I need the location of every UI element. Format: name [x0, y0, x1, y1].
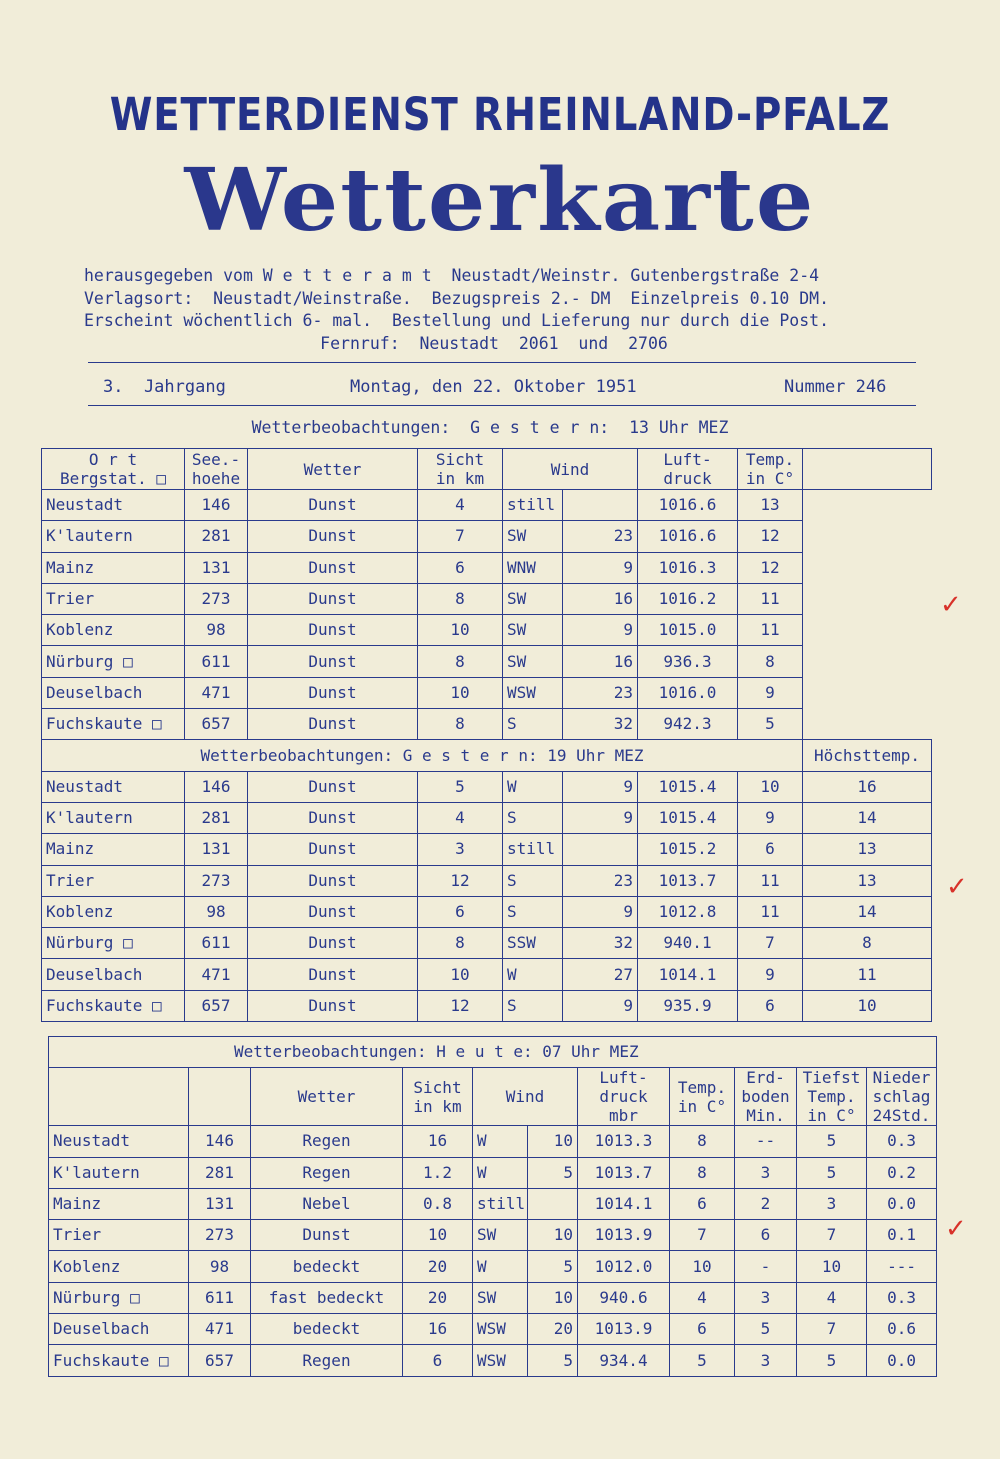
weather-condition: Dunst: [248, 834, 418, 865]
observations-today-table: [48, 1036, 937, 1377]
visibility-value: 10: [418, 677, 503, 708]
wind-speed: 16: [563, 646, 638, 677]
station-height: 611: [185, 646, 248, 677]
station-name: Neustadt: [49, 1126, 189, 1157]
pressure-value: 1014.1: [578, 1188, 670, 1219]
temperature-value: 9: [738, 677, 803, 708]
table-row: [42, 865, 932, 896]
min-temperature-value: 7: [797, 1220, 867, 1251]
min-temperature-value: 4: [797, 1282, 867, 1313]
weather-condition: Dunst: [248, 583, 418, 614]
station-name: Fuchskaute □: [42, 990, 185, 1021]
station-height: 131: [189, 1188, 251, 1219]
station-name: Mainz: [42, 552, 185, 583]
temperature-value: 7: [670, 1220, 735, 1251]
wind-speed: 23: [563, 677, 638, 708]
precipitation-value: 0.0: [867, 1188, 937, 1219]
station-name: Neustadt: [42, 490, 185, 521]
imprint-line: Erscheint wöchentlich 6- mal. Bestellung und Lieferung nur durch die Post.: [84, 311, 830, 330]
station-height: 657: [189, 1345, 251, 1376]
station-height: 281: [185, 521, 248, 552]
table-row: [49, 1282, 937, 1313]
station-height: 98: [189, 1251, 251, 1282]
header-ort: [49, 1068, 189, 1126]
table-row: [49, 1126, 937, 1157]
table-row: [49, 1157, 937, 1188]
visibility-value: 4: [418, 802, 503, 833]
observations-yesterday-table: [41, 448, 932, 1022]
divider: [88, 405, 916, 406]
table-row: [49, 1188, 937, 1219]
temperature-value: 10: [670, 1251, 735, 1282]
visibility-value: 20: [403, 1282, 473, 1313]
table-row: [42, 959, 932, 990]
temperature-value: 11: [738, 615, 803, 646]
visibility-value: 3: [418, 834, 503, 865]
wind-speed: 9: [563, 771, 638, 802]
visibility-value: 8: [418, 709, 503, 740]
min-temperature-value: 5: [797, 1126, 867, 1157]
wind-speed: 10: [528, 1220, 578, 1251]
weather-condition: Dunst: [248, 615, 418, 646]
header-tiefst: Tiefst Temp. in C°: [797, 1068, 867, 1126]
ground-min-value: 3: [735, 1345, 797, 1376]
precipitation-value: 0.3: [867, 1126, 937, 1157]
max-temperature-value: 8: [803, 928, 932, 959]
temperature-value: 6: [670, 1188, 735, 1219]
table-row: [42, 490, 932, 521]
max-temperature-value: 14: [803, 896, 932, 927]
wind-direction: SW: [473, 1282, 528, 1313]
wind-direction: still: [503, 834, 563, 865]
wind-direction: S: [503, 802, 563, 833]
table-row: [42, 771, 932, 802]
table-row: [42, 990, 932, 1021]
temperature-value: 10: [738, 771, 803, 802]
wind-speed: 32: [563, 709, 638, 740]
station-height: 611: [189, 1282, 251, 1313]
min-temperature-value: 10: [797, 1251, 867, 1282]
wind-speed: 10: [528, 1282, 578, 1313]
header-erdboden: Erd- boden Min.: [735, 1068, 797, 1126]
weather-condition: bedeckt: [251, 1314, 403, 1345]
table-row: [42, 552, 932, 583]
pressure-value: 940.6: [578, 1282, 670, 1313]
wind-speed: [563, 834, 638, 865]
max-temperature-value: 10: [803, 990, 932, 1021]
visibility-value: 20: [403, 1251, 473, 1282]
visibility-value: 8: [418, 928, 503, 959]
wind-speed: 9: [563, 896, 638, 927]
station-height: 131: [185, 552, 248, 583]
pressure-value: 1015.4: [638, 771, 738, 802]
weather-condition: bedeckt: [251, 1251, 403, 1282]
divider: [88, 362, 916, 363]
station-name: K'lautern: [49, 1157, 189, 1188]
wind-direction: SW: [503, 646, 563, 677]
table-row: [42, 583, 932, 614]
wind-direction: S: [503, 896, 563, 927]
wind-direction: W: [473, 1157, 528, 1188]
table-row: [42, 928, 932, 959]
station-name: Nürburg □: [42, 646, 185, 677]
visibility-value: 16: [403, 1126, 473, 1157]
ground-min-value: 3: [735, 1282, 797, 1313]
visibility-value: 8: [418, 583, 503, 614]
station-height: 281: [189, 1157, 251, 1188]
station-height: 273: [189, 1220, 251, 1251]
wind-speed: 9: [563, 552, 638, 583]
volume-label: 3. Jahrgang: [103, 377, 226, 397]
station-name: Nürburg □: [49, 1282, 189, 1313]
station-height: 146: [185, 771, 248, 802]
visibility-value: 6: [418, 896, 503, 927]
wind-speed: 5: [528, 1157, 578, 1188]
wind-direction: SW: [503, 615, 563, 646]
wind-speed: 32: [563, 928, 638, 959]
wind-direction: SW: [503, 521, 563, 552]
wind-direction: SW: [473, 1220, 528, 1251]
pressure-value: 1016.6: [638, 490, 738, 521]
station-name: Deuselbach: [42, 959, 185, 990]
station-height: 471: [189, 1314, 251, 1345]
temperature-value: 8: [738, 646, 803, 677]
visibility-value: 10: [418, 615, 503, 646]
header-sicht: Sicht in km: [418, 449, 503, 490]
visibility-value: 0.8: [403, 1188, 473, 1219]
weather-condition: Dunst: [248, 802, 418, 833]
wind-direction: WSW: [503, 677, 563, 708]
pressure-value: 1013.3: [578, 1126, 670, 1157]
station-name: Koblenz: [42, 615, 185, 646]
header-sicht: Sicht in km: [403, 1068, 473, 1126]
ground-min-value: 3: [735, 1157, 797, 1188]
weather-condition: Dunst: [248, 490, 418, 521]
weather-condition: Regen: [251, 1126, 403, 1157]
station-name: Mainz: [42, 834, 185, 865]
pressure-value: 1014.1: [638, 959, 738, 990]
visibility-value: 12: [418, 990, 503, 1021]
pressure-value: 1015.2: [638, 834, 738, 865]
organization-heading: WETTERDIENST RHEINLAND-PFALZ: [109, 88, 891, 141]
station-name: Koblenz: [49, 1251, 189, 1282]
temperature-value: 5: [670, 1345, 735, 1376]
visibility-value: 8: [418, 646, 503, 677]
weather-condition: Dunst: [248, 896, 418, 927]
station-height: 657: [185, 990, 248, 1021]
ground-min-value: -: [735, 1251, 797, 1282]
temperature-value: 9: [738, 802, 803, 833]
wind-direction: still: [473, 1188, 528, 1219]
pressure-value: 1015.4: [638, 802, 738, 833]
station-name: Deuselbach: [42, 677, 185, 708]
max-temperature-value: 16: [803, 771, 932, 802]
temperature-value: 7: [738, 928, 803, 959]
wind-direction: S: [503, 990, 563, 1021]
visibility-value: 5: [418, 771, 503, 802]
pressure-value: 1013.9: [578, 1220, 670, 1251]
station-name: Fuchskaute □: [49, 1345, 189, 1376]
temperature-value: 9: [738, 959, 803, 990]
pressure-value: 1016.0: [638, 677, 738, 708]
check-mark-icon: ✓: [945, 1214, 967, 1244]
station-height: 471: [185, 959, 248, 990]
temperature-value: 12: [738, 552, 803, 583]
station-height: 98: [185, 615, 248, 646]
temperature-value: 13: [738, 490, 803, 521]
station-height: 471: [185, 677, 248, 708]
weather-condition: Dunst: [248, 990, 418, 1021]
phone-line: Fernruf: Neustadt 2061 und 2706: [320, 333, 668, 353]
precipitation-value: 0.3: [867, 1282, 937, 1313]
station-name: Fuchskaute □: [42, 709, 185, 740]
station-name: Nürburg □: [42, 928, 185, 959]
table-row: [42, 896, 932, 927]
header-wetter: Wetter: [251, 1068, 403, 1126]
page-title: Wetterkarte: [184, 150, 816, 251]
header-hoehe: See.- hoehe: [185, 449, 248, 490]
station-name: Mainz: [49, 1188, 189, 1219]
header-hoehe: [189, 1068, 251, 1126]
weather-condition: Regen: [251, 1345, 403, 1376]
header-luftdruck: Luft- druck mbr: [578, 1068, 670, 1126]
station-name: K'lautern: [42, 802, 185, 833]
table-row: [42, 615, 932, 646]
table-row: [49, 1314, 937, 1345]
section3-caption: Wetterbeobachtungen: H e u t e: 07 Uhr MEZ: [49, 1037, 937, 1068]
temperature-value: 5: [738, 709, 803, 740]
ground-min-value: 6: [735, 1220, 797, 1251]
precipitation-value: 0.6: [867, 1314, 937, 1345]
visibility-value: 7: [418, 521, 503, 552]
table-row: [49, 1220, 937, 1251]
weather-condition: Dunst: [248, 521, 418, 552]
max-temperature-value: 11: [803, 959, 932, 990]
wind-speed: 27: [563, 959, 638, 990]
weather-condition: Dunst: [248, 709, 418, 740]
min-temperature-value: 7: [797, 1314, 867, 1345]
temperature-value: 11: [738, 865, 803, 896]
min-temperature-value: 5: [797, 1345, 867, 1376]
table-row: [42, 646, 932, 677]
temperature-value: 11: [738, 583, 803, 614]
pressure-value: 1012.8: [638, 896, 738, 927]
empty-column: [803, 449, 932, 490]
header-temp: Temp. in C°: [738, 449, 803, 490]
station-height: 131: [185, 834, 248, 865]
weather-condition: Dunst: [248, 959, 418, 990]
check-mark-icon: ✓: [940, 590, 962, 620]
station-name: Deuselbach: [49, 1314, 189, 1345]
header-niederschlag: Nieder schlag 24Std.: [867, 1068, 937, 1126]
pressure-value: 1013.9: [578, 1314, 670, 1345]
station-height: 146: [185, 490, 248, 521]
imprint-line: herausgegeben vom W e t t e r a m t Neustadt/Weinstr. Gutenbergstraße 2-4: [84, 266, 820, 285]
max-temperature-value: 14: [803, 802, 932, 833]
visibility-value: 6: [418, 552, 503, 583]
header-wind: Wind: [503, 449, 638, 490]
wind-direction: SW: [503, 583, 563, 614]
pressure-value: 1012.0: [578, 1251, 670, 1282]
visibility-value: 12: [418, 865, 503, 896]
temperature-value: 8: [670, 1157, 735, 1188]
weather-condition: Regen: [251, 1157, 403, 1188]
station-height: 98: [185, 896, 248, 927]
section2-caption: Wetterbeobachtungen: G e s t e r n: 19 Uhr MEZ: [42, 740, 803, 771]
wind-direction: SSW: [503, 928, 563, 959]
pressure-value: 935.9: [638, 990, 738, 1021]
visibility-value: 1.2: [403, 1157, 473, 1188]
table-row: [42, 834, 932, 865]
weather-condition: Dunst: [251, 1220, 403, 1251]
wind-direction: WSW: [473, 1345, 528, 1376]
precipitation-value: 0.0: [867, 1345, 937, 1376]
station-height: 611: [185, 928, 248, 959]
wind-speed: 5: [528, 1251, 578, 1282]
station-height: 281: [185, 802, 248, 833]
weather-condition: fast bedeckt: [251, 1282, 403, 1313]
wind-speed: 9: [563, 990, 638, 1021]
temperature-value: 6: [670, 1314, 735, 1345]
wind-speed: 9: [563, 615, 638, 646]
header-max-temp: Höchsttemp.: [803, 740, 932, 771]
precipitation-value: ---: [867, 1251, 937, 1282]
station-name: K'lautern: [42, 521, 185, 552]
table-row: [49, 1345, 937, 1376]
wind-direction: W: [473, 1126, 528, 1157]
weather-condition: Nebel: [251, 1188, 403, 1219]
header-wind: Wind: [473, 1068, 578, 1126]
wind-speed: 20: [528, 1314, 578, 1345]
visibility-value: 10: [418, 959, 503, 990]
precipitation-value: 0.1: [867, 1220, 937, 1251]
visibility-value: 6: [403, 1345, 473, 1376]
wind-direction: S: [503, 709, 563, 740]
station-height: 273: [185, 865, 248, 896]
table-row: [49, 1251, 937, 1282]
wind-speed: 10: [528, 1126, 578, 1157]
table-row: [42, 677, 932, 708]
wind-speed: 23: [563, 521, 638, 552]
pressure-value: 942.3: [638, 709, 738, 740]
pressure-value: 940.1: [638, 928, 738, 959]
station-name: Neustadt: [42, 771, 185, 802]
header-luftdruck: Luft- druck: [638, 449, 738, 490]
min-temperature-value: 5: [797, 1157, 867, 1188]
wind-direction: W: [473, 1251, 528, 1282]
temperature-value: 6: [738, 834, 803, 865]
station-name: Trier: [42, 583, 185, 614]
station-height: 146: [189, 1126, 251, 1157]
pressure-value: 1016.2: [638, 583, 738, 614]
weather-condition: Dunst: [248, 552, 418, 583]
pressure-value: 1015.0: [638, 615, 738, 646]
wind-direction: W: [503, 771, 563, 802]
ground-min-value: --: [735, 1126, 797, 1157]
wind-speed: [528, 1188, 578, 1219]
visibility-value: 10: [403, 1220, 473, 1251]
weather-condition: Dunst: [248, 677, 418, 708]
wind-speed: 16: [563, 583, 638, 614]
header-ort: O r t Bergstat. □: [42, 449, 185, 490]
section1-caption: Wetterbeobachtungen: G e s t e r n: 13 Uhr MEZ: [251, 418, 729, 437]
table-row: [42, 802, 932, 833]
wind-direction: WNW: [503, 552, 563, 583]
check-mark-icon: ✓: [946, 872, 968, 902]
temperature-value: 4: [670, 1282, 735, 1313]
pressure-value: 936.3: [638, 646, 738, 677]
weather-condition: Dunst: [248, 771, 418, 802]
station-name: Trier: [49, 1220, 189, 1251]
header-temp: Temp. in C°: [670, 1068, 735, 1126]
pressure-value: 1013.7: [638, 865, 738, 896]
header-wetter: Wetter: [248, 449, 418, 490]
temperature-value: 11: [738, 896, 803, 927]
station-height: 273: [185, 583, 248, 614]
min-temperature-value: 3: [797, 1188, 867, 1219]
ground-min-value: 5: [735, 1314, 797, 1345]
pressure-value: 934.4: [578, 1345, 670, 1376]
imprint-line: Verlagsort: Neustadt/Weinstraße. Bezugspreis 2.- DM Einzelpreis 0.10 DM.: [84, 288, 830, 308]
imprint-block: [84, 265, 924, 355]
table-row: [42, 521, 932, 552]
temperature-value: 8: [670, 1126, 735, 1157]
pressure-value: 1013.7: [578, 1157, 670, 1188]
weather-condition: Dunst: [248, 646, 418, 677]
wind-speed: 9: [563, 802, 638, 833]
wind-speed: 5: [528, 1345, 578, 1376]
max-temperature-value: 13: [803, 834, 932, 865]
wind-direction: still: [503, 490, 563, 521]
wind-direction: S: [503, 865, 563, 896]
station-name: Trier: [42, 865, 185, 896]
visibility-value: 4: [418, 490, 503, 521]
station-height: 657: [185, 709, 248, 740]
issue-date: Montag, den 22. Oktober 1951: [350, 377, 637, 397]
ground-min-value: 2: [735, 1188, 797, 1219]
max-temperature-value: 13: [803, 865, 932, 896]
visibility-value: 16: [403, 1314, 473, 1345]
table-row: [42, 709, 932, 740]
pressure-value: 1016.6: [638, 521, 738, 552]
temperature-value: 12: [738, 521, 803, 552]
wind-direction: W: [503, 959, 563, 990]
wind-speed: [563, 490, 638, 521]
wind-direction: WSW: [473, 1314, 528, 1345]
station-name: Koblenz: [42, 896, 185, 927]
wind-speed: 23: [563, 865, 638, 896]
precipitation-value: 0.2: [867, 1157, 937, 1188]
pressure-value: 1016.3: [638, 552, 738, 583]
weather-condition: Dunst: [248, 865, 418, 896]
temperature-value: 6: [738, 990, 803, 1021]
weather-condition: Dunst: [248, 928, 418, 959]
issue-number: Nummer 246: [784, 377, 887, 397]
